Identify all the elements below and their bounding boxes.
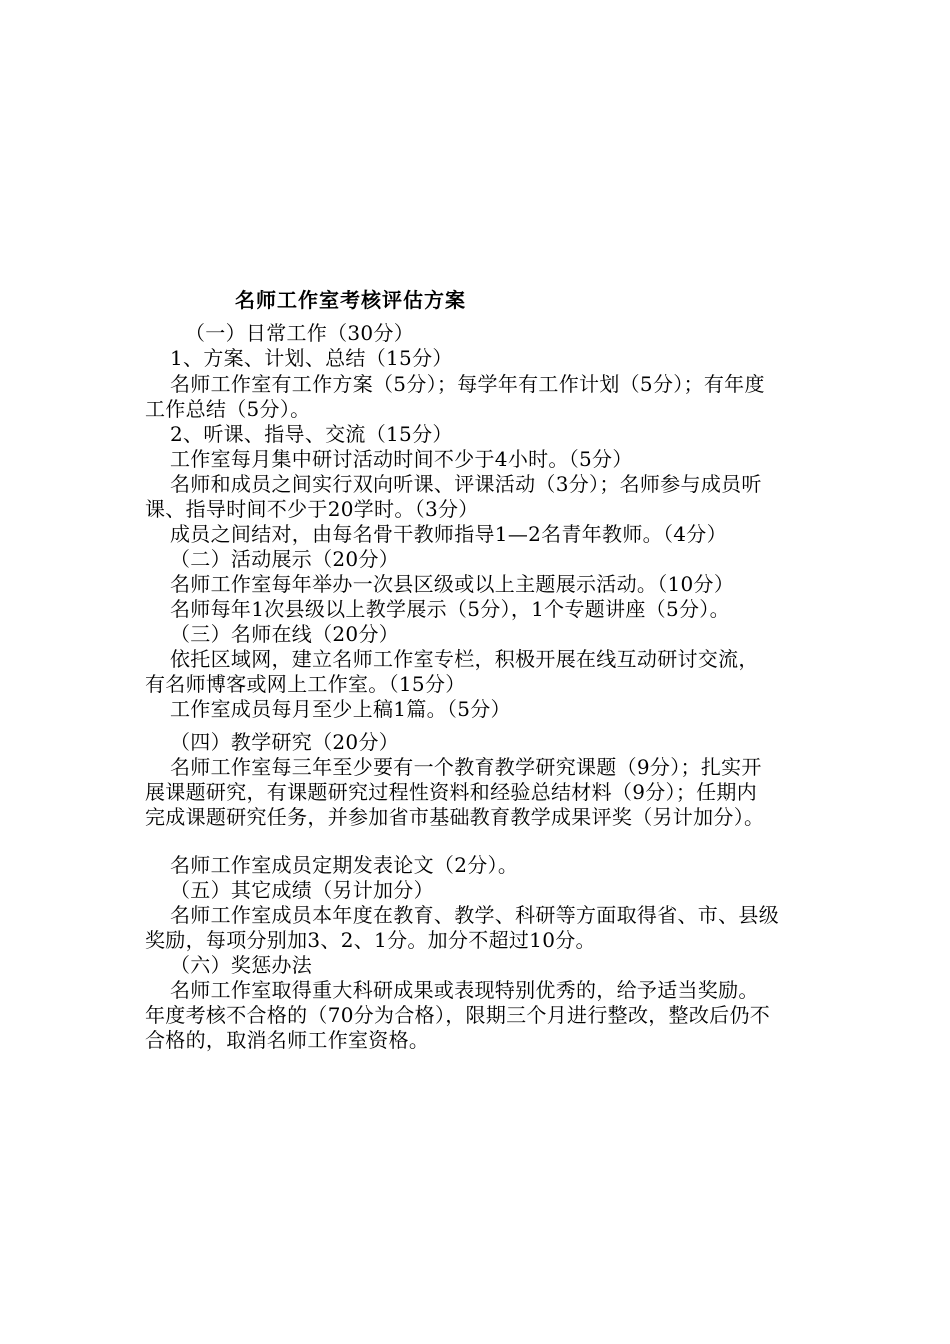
section-heading-rewards: （六）奖惩办法: [170, 953, 313, 977]
paragraph-line: 名师工作室成员定期发表论文（2分）。: [170, 853, 519, 877]
section-heading-activity: （二）活动展示（20分）: [170, 547, 400, 571]
paragraph-line: 完成课题研究任务，并参加省市基础教育教学成果评奖（另计加分）。: [145, 805, 765, 829]
paragraph-line: 名师工作室每三年至少要有一个教育教学研究课题（9分）；扎实开: [170, 755, 762, 779]
paragraph-line: 名师工作室成员本年度在教育、教学、科研等方面取得省、市、县级: [170, 903, 779, 927]
paragraph-line: 奖励，每项分别加3、2、1分。加分不超过10分。: [145, 928, 596, 952]
paragraph-line: 名师每年1次县级以上教学展示（5分），1个专题讲座（5分）。: [170, 597, 730, 621]
section-heading-daily-work: （一）日常工作（30分）: [185, 321, 415, 345]
paragraph-line: 依托区域网，建立名师工作室专栏，积极开展在线互动研讨交流，: [170, 647, 759, 671]
paragraph-line: 合格的，取消名师工作室资格。: [145, 1028, 430, 1052]
paragraph-line: 名师工作室取得重大科研成果或表现特别优秀的，给予适当奖励。: [170, 978, 759, 1002]
paragraph-line: 工作室成员每月至少上稿1篇。（5分）: [170, 697, 511, 721]
subsection-heading-lecture: 2、听课、指导、交流（15分）: [170, 422, 453, 446]
paragraph-line: 课、指导时间不少于20学时。（3分）: [145, 497, 479, 521]
document-title: 名师工作室考核评估方案: [235, 288, 466, 312]
paragraph-line: 工作总结（5分）。: [145, 397, 311, 421]
section-heading-online: （三）名师在线（20分）: [170, 622, 400, 646]
subsection-heading-plan: 1、方案、计划、总结（15分）: [170, 346, 453, 370]
paragraph-line: 成员之间结对，由每名骨干教师指导1—2名青年教师。（4分）: [170, 522, 727, 546]
paragraph-line: 工作室每月集中研讨活动时间不少于4小时。（5分）: [170, 447, 633, 471]
section-heading-research: （四）教学研究（20分）: [170, 730, 400, 754]
paragraph-line: 有名师博客或网上工作室。（15分）: [145, 672, 466, 696]
paragraph-line: 名师工作室有工作方案（5分）；每学年有工作计划（5分）；有年度: [170, 372, 765, 396]
paragraph-line: 年度考核不合格的（70分为合格），限期三个月进行整改，整改后仍不: [145, 1003, 771, 1027]
paragraph-line: 名师工作室每年举办一次县区级或以上主题展示活动。（10分）: [170, 572, 735, 596]
paragraph-line: 展课题研究，有课题研究过程性资料和经验总结材料（9分）；任期内: [145, 780, 758, 804]
paragraph-line: 名师和成员之间实行双向听课、评课活动（3分）；名师参与成员听: [170, 472, 762, 496]
section-heading-other: （五）其它成绩（另计加分）: [170, 878, 434, 902]
